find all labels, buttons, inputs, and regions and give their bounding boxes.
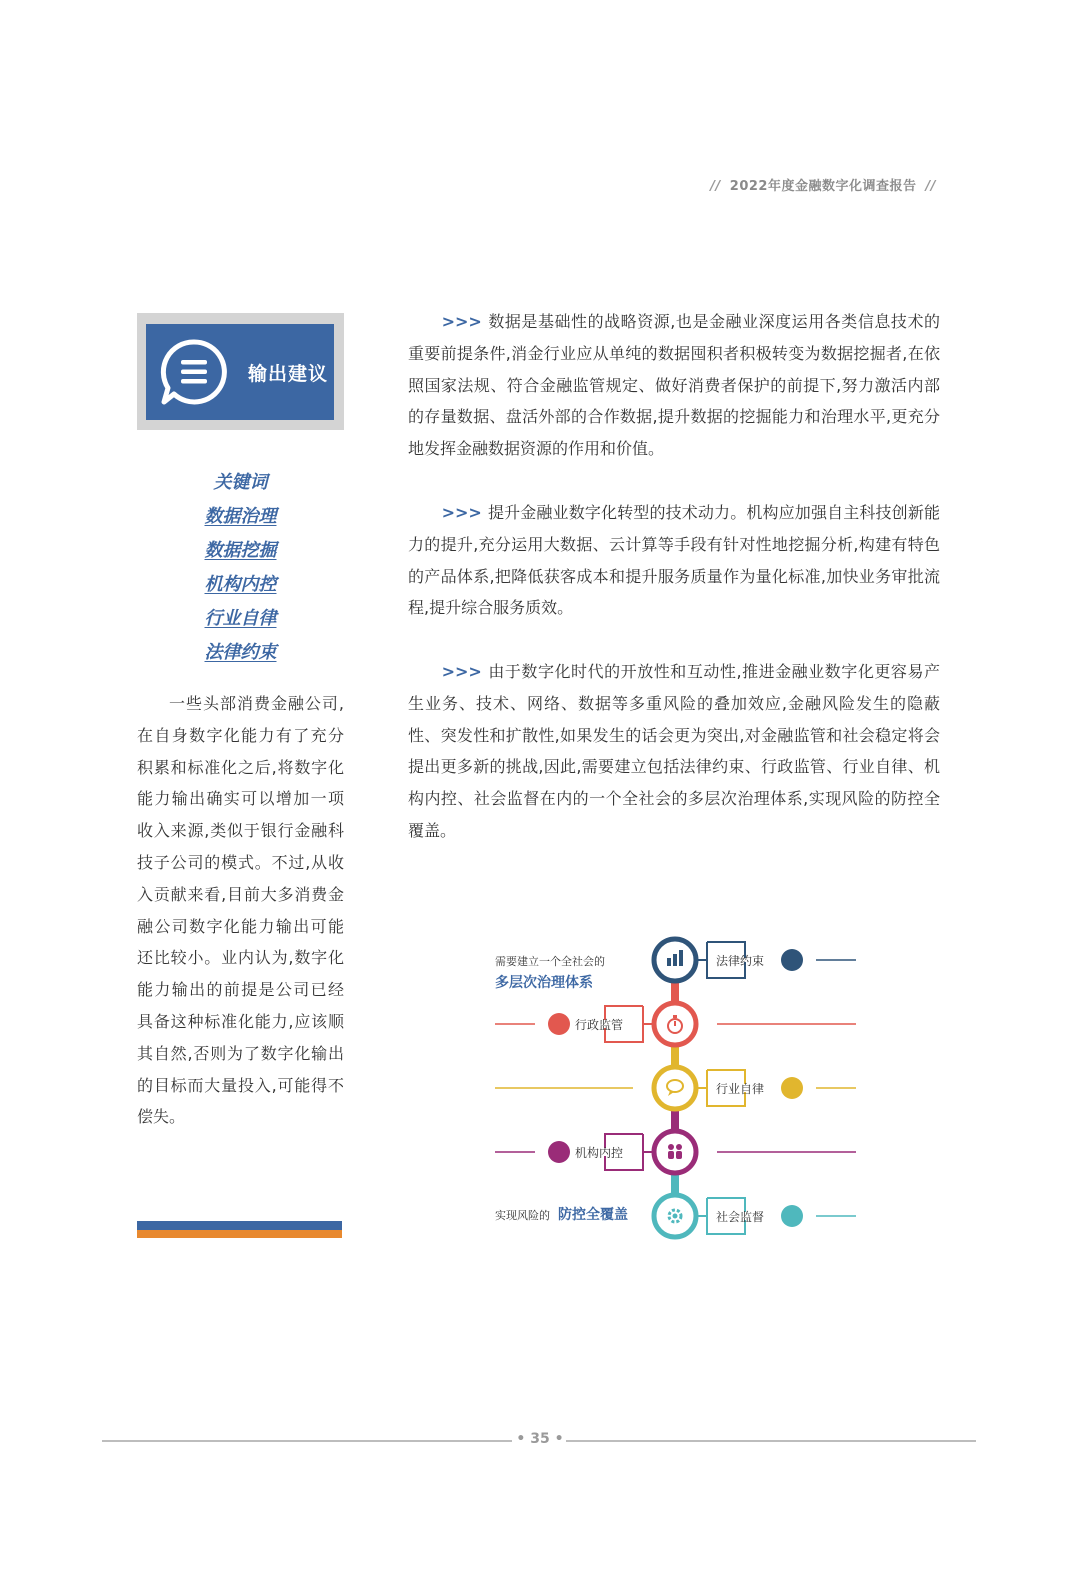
sidebar-decoration-bars xyxy=(137,1221,342,1238)
keyword-item: 机构内控 xyxy=(204,574,277,595)
page-number: • 35 • xyxy=(516,1431,564,1447)
paragraph-text: 提升金融业数字化转型的技术动力。机构应加强自主科技创新能力的提升,充分运用大数据、云计算等手段有针对性地挖掘分析,构建有特色的产品体系,把降低获客成本和提升服务质量作为量化标准,加快业务审批流程,提升综合服务质效。 xyxy=(408,503,940,618)
node-label: 社会监督 xyxy=(716,1210,765,1224)
header-slash-left: // xyxy=(710,179,721,194)
node-label: 行政监管 xyxy=(575,1018,624,1032)
governance-diagram-svg xyxy=(480,920,870,1250)
keywords-list xyxy=(137,466,344,670)
node-label: 行业自律 xyxy=(716,1082,765,1096)
keyword-item: 数据挖掘 xyxy=(204,540,277,561)
node-dot xyxy=(781,1205,803,1227)
report-title: 2022年度金融数字化调查报告 xyxy=(729,179,917,194)
paragraph-arrow: >>> xyxy=(441,503,482,522)
bottom-caption-big: 防控全覆盖 xyxy=(558,1207,628,1223)
paragraph-text: 由于数字化时代的开放性和互动性,推进金融业数字化更容易产生业务、技术、网络、数据等多重风险的叠加效应,金融风险发生的隐蔽性、突发性和扩散性,如果发生的话会更为突出,对金融监管和社会稳定将会提出更多新的挑战,因此,需要建立包括法律约束、行政监管、行业自律、机构内控、社会监督在内的一个全社会的多层次治理体系,实现风险的防控全覆盖。 xyxy=(408,662,940,840)
speech-bubble-list-icon xyxy=(160,338,228,406)
node-social-supervision xyxy=(654,1195,856,1237)
keyword-item: 法律约束 xyxy=(204,642,277,663)
card-banner xyxy=(146,324,334,420)
node-legal-constraint xyxy=(654,939,856,981)
node-industry-self-discipline xyxy=(495,1067,856,1109)
node-dot xyxy=(548,1141,570,1163)
node-dot xyxy=(548,1013,570,1035)
card-title: 输出建议 xyxy=(248,362,329,385)
node-internal-control xyxy=(495,1131,856,1173)
top-caption-big: 多层次治理体系 xyxy=(495,975,593,991)
keyword-item: 行业自律 xyxy=(204,608,277,629)
paragraph-text: 数据是基础性的战略资源,也是金融业深度运用各类信息技术的重要前提条件,消金行业应从单纯的数据囤积者积极转变为数据挖掘者,在依照国家法规、符合金融监管规定、做好消费者保护的前提下,努力激活内部的存量数据、盘活外部的合作数据,提升数据的挖掘能力和治理水平,更充分地发挥金融数据资源的作用和价值。 xyxy=(408,312,940,459)
governance-diagram xyxy=(480,920,870,1250)
footer-rule-right xyxy=(566,1440,976,1442)
node-admin-supervision xyxy=(495,1003,856,1045)
paragraph-arrow: >>> xyxy=(441,312,482,331)
sidebar-paragraph: 一些头部消费金融公司,在自身数字化能力有了充分积累和标准化之后,将数字化能力输出确实可以增加一项收入来源,类似于银行金融科技子公司的模式。不过,从收入贡献来看,目前大多消费金融公司数字化能力输出可能还比较小。业内认为,数字化能力输出的前提是公司已经具备这种标准化能力,应该顺其自然,否则为了数字化输出的目标而大量投入,可能得不偿失。 xyxy=(137,694,344,1127)
keywords-heading: 关键词 xyxy=(213,472,268,493)
header-slash-right: // xyxy=(925,179,936,194)
paragraph-2 xyxy=(408,497,940,624)
node-dot xyxy=(781,949,803,971)
orange-bar xyxy=(137,1230,342,1238)
footer-rule-left xyxy=(102,1440,512,1442)
blue-bar xyxy=(137,1221,342,1230)
node-label: 机构内控 xyxy=(575,1146,624,1160)
bottom-caption-small: 实现风险的 xyxy=(495,1209,550,1222)
node-dot xyxy=(781,1077,803,1099)
top-caption-small: 需要建立一个全社会的 xyxy=(495,955,605,968)
report-header xyxy=(706,175,940,194)
paragraph-1 xyxy=(408,306,940,465)
node-label: 法律约束 xyxy=(716,954,765,968)
paragraph-arrow: >>> xyxy=(441,662,482,681)
output-suggestion-card xyxy=(137,313,344,430)
paragraph-3 xyxy=(408,656,940,847)
keyword-item: 数据治理 xyxy=(204,506,277,527)
